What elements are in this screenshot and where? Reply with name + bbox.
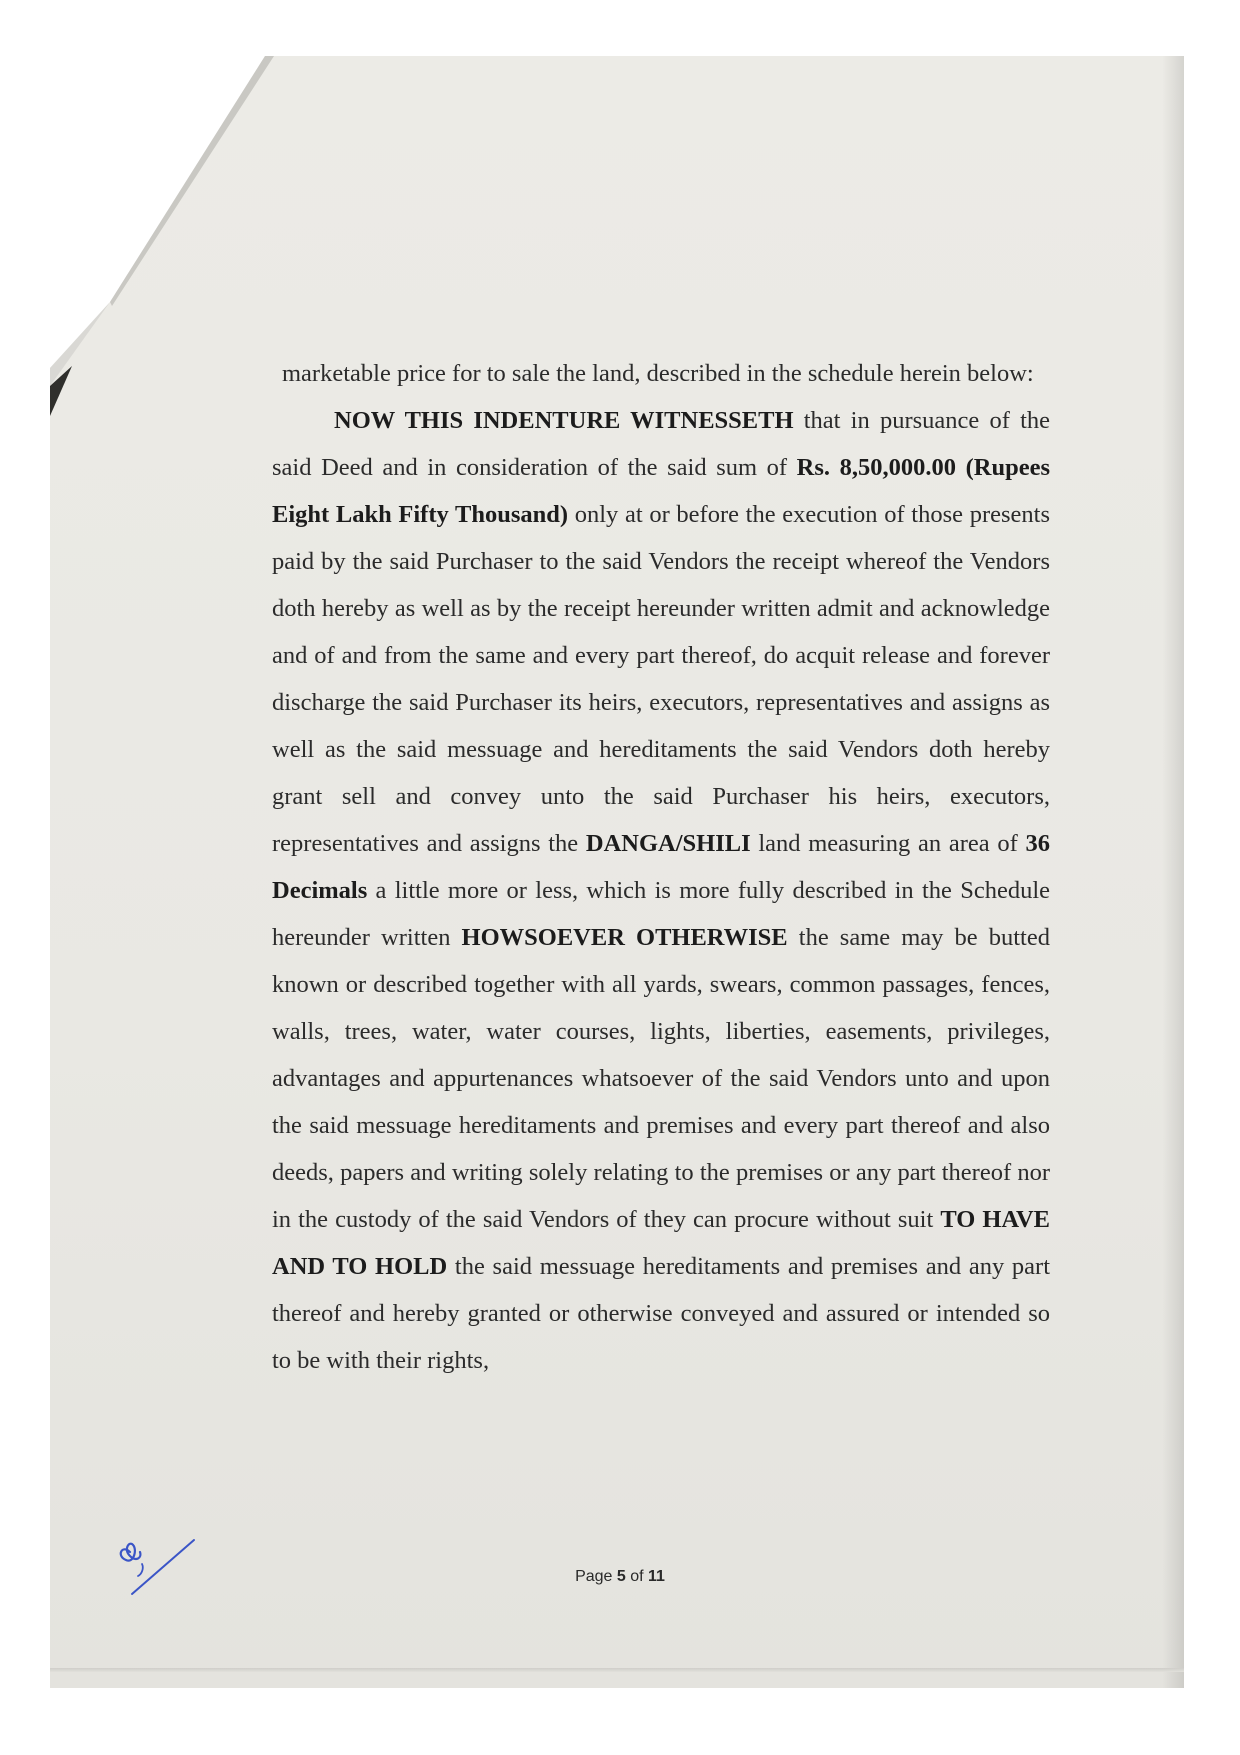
paragraph-text: the said messuage hereditaments and premises and any part thereof and hereby granted or otherwise conveyed and assured or intended so to be with their rights, <box>272 1253 1050 1374</box>
paragraph-text: that in pursuance of the said Deed and in consideration of the said sum of <box>272 407 1051 481</box>
bold-phrase-area: 36 Decimals <box>272 830 1050 904</box>
current-page-number: 5 <box>616 1568 626 1585</box>
paragraph-text: a little more or less, which is more fully described in the Schedule hereunder written <box>272 877 1050 951</box>
footer-of: of <box>625 1568 649 1585</box>
deed-body <box>230 350 1050 1384</box>
paragraph-text: only at or before the execution of those presents paid by the said Purchaser to the said Vendors the receipt whereof the Vendors doth hereby as well as by the receipt hereunder written admit and acknowledge and of and from the same and every part thereof, do acquit release and forever discharge the said Purchaser its heirs, executors, representatives and assigns as well as the said messuage and hereditaments the said Vendors doth hereby grant sell and convey unto the said Purchaser his heirs, executors, representatives and assigns the <box>272 501 1050 857</box>
paragraph-text: the same may be butted known or described together with all yards, swears, common passages, fences, walls, trees, water, water courses, lights, liberties, easements, privileges, advantages and appurtenances whatsoever of the said Vendors unto and upon the said messuage hereditaments and premises and every part thereof and also deeds, papers and writing solely relating to the premises or any part thereof nor in the custody of the said Vendors of they can procure without suit <box>272 924 1050 1233</box>
paragraph-intro <box>282 350 1050 397</box>
bold-phrase-indenture: NOW THIS INDENTURE WITNESSETH <box>334 407 794 434</box>
page-footer <box>0 1568 1240 1586</box>
bold-phrase-howsoever: HOWSOEVER OTHERWISE <box>461 924 788 951</box>
paragraph-indenture <box>272 397 1050 1384</box>
total-page-count: 11 <box>648 1568 665 1585</box>
footer-prefix: Page <box>575 1568 617 1585</box>
paragraph-intro-text: marketable price for to sale the land, described in the schedule herein below: <box>282 360 1034 387</box>
paragraph-text: land measuring an area of <box>750 830 1026 857</box>
bold-phrase-land-type: DANGA/SHILI <box>585 830 751 857</box>
bold-phrase-amount: Rs. 8,50,000.00 (Rupees Eight Lakh Fifty Thousand) <box>272 454 1050 528</box>
bold-phrase-to-have: TO HAVE AND TO HOLD <box>272 1206 1050 1280</box>
